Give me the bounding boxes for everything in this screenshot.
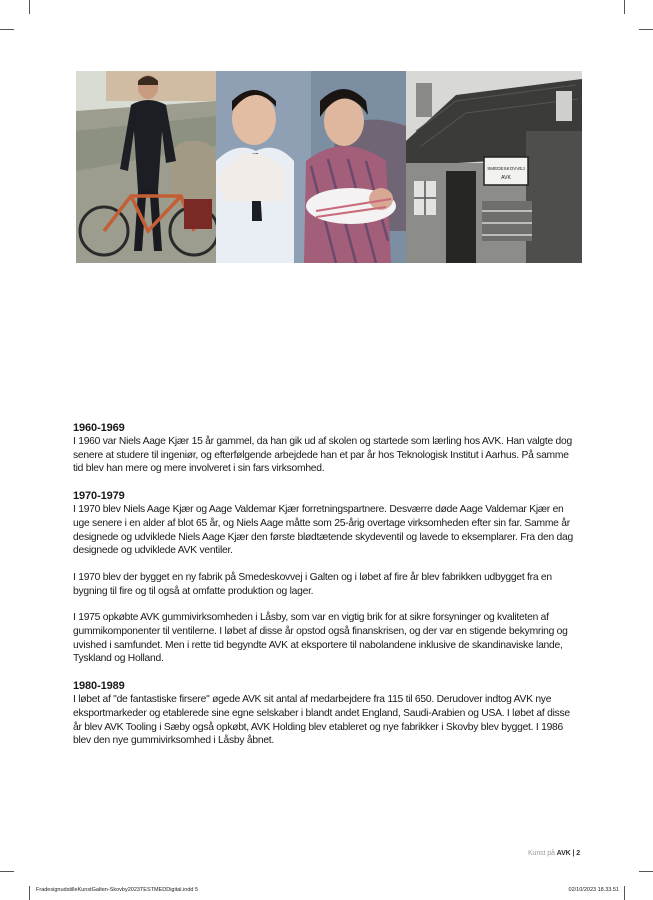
young-man-with-bicycle-photo bbox=[76, 71, 216, 263]
paragraph: I løbet af "de fantastiske firsere" øgede AVK sit antal af medarbejdere fra 115 til 650. Derudover indtog AVK nye eksportmarkeder og etablerede sine egne selskaber i blandt andet England, Saudi-Arabien og USA. I løbet af disse år blev AVK Tooling i Sæby også opkøbt, AVK Holding blev etableret og nye fabrikker i Skovby blev bygget. I 1986 blev den nye gummivirksomhed i Låsby åbnet. bbox=[73, 694, 570, 747]
slug-timestamp: 02/10/2023 18.33.51 bbox=[568, 887, 619, 893]
page-folio bbox=[528, 850, 580, 857]
folio-separator: | bbox=[572, 850, 575, 857]
section-1980-1989 bbox=[73, 679, 578, 748]
crop-mark bbox=[0, 29, 14, 30]
photo-strip bbox=[76, 71, 582, 263]
section-1970-1979 bbox=[73, 489, 578, 666]
section-heading: 1960-1969 bbox=[73, 422, 125, 434]
paragraph: I 1960 var Niels Aage Kjær 15 år gammel, da han gik ud af skolen og startede som lærling hos AVK. Han valgte dog senere at studere til ingeniør, og efterfølgende arbejdede han et par år hos Teknologisk Institut i Aarhus. På samme tid blev han mere og mere involveret i sin fars virksomhed. bbox=[73, 436, 572, 475]
folio-brand: AVK bbox=[556, 850, 571, 857]
section-1960-1969 bbox=[73, 421, 578, 476]
crop-mark bbox=[624, 886, 625, 900]
svg-text:SMEDESKOVVEJ: SMEDESKOVVEJ bbox=[487, 166, 525, 171]
section-heading: 1980-1989 bbox=[73, 680, 125, 693]
crop-mark bbox=[639, 29, 653, 30]
crop-mark bbox=[29, 886, 30, 900]
svg-text:AVK: AVK bbox=[501, 175, 511, 181]
crop-mark bbox=[0, 871, 14, 872]
article-body bbox=[73, 421, 578, 761]
section-heading: 1970-1979 bbox=[73, 490, 125, 503]
crop-mark bbox=[29, 0, 30, 14]
slug-filename: FradesignudstilleKunstGalten-Skovby2023TESTMEDDigital.indd 5 bbox=[36, 887, 199, 893]
page-number: 2 bbox=[576, 850, 580, 857]
folio-section: Kunst på bbox=[527, 850, 555, 857]
old-workshop-building-photo bbox=[406, 71, 582, 263]
paragraph: I 1975 opkøbte AVK gummivirksomheden i Låsby, som var en vigtig brik for at sikre forsyninger og kvaliteten af gummikomponenter til ventilerne. I løbet af disse år opstod også finanskrisen, og der var en stigende bekymring og uvished i samfundet. Men i rette tid begyndte AVK at eksportere til nabolandene inklusive de skandinaviske lande, Tyskland og Holland. bbox=[73, 612, 568, 665]
paragraph: I 1970 blev Niels Aage Kjær og Aage Valdemar Kjær forretningspartnere. Desværre døde Aage Valdemar Kjær en uge senere i en alder af blot 65 år, og Niels Aage måtte som 25-årig overtage virksomheden efter sin far. Samme år designede og udviklede Niels Aage Kjær den første blødtætende skydeventil og lavede to eksemplarer. Fra den dag designede og udviklede AVK ventiler. bbox=[73, 504, 573, 557]
crop-mark bbox=[624, 0, 625, 14]
crop-mark bbox=[639, 871, 653, 872]
paragraph: I 1970 blev der bygget en ny fabrik på Smedeskovvej i Galten og i løbet af fire år blev fabrikken udbygget fra en bygning til fire og til også at omfatte produktion og lager. bbox=[73, 571, 552, 597]
couple-with-baby-photo bbox=[216, 71, 406, 263]
